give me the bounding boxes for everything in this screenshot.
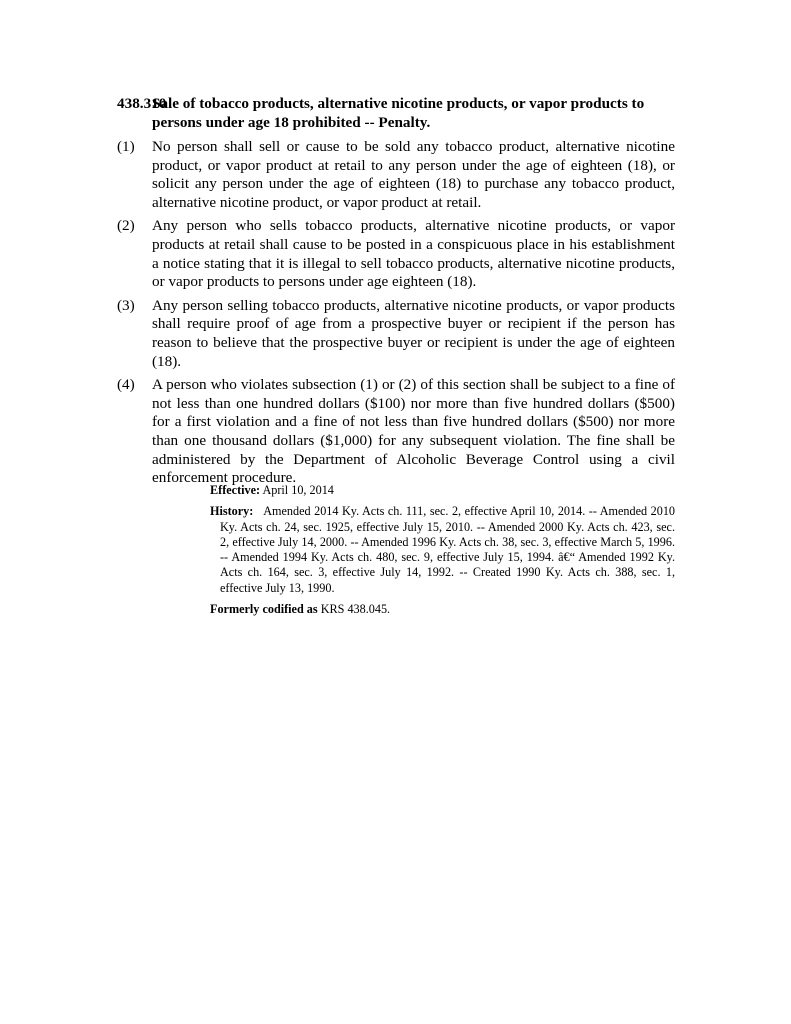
effective-date: April 10, 2014 — [262, 483, 334, 497]
section-text: Any person who sells tobacco products, alternative nicotine products, or vapor products at retail shall cause to be posted in a conspicuous place in his establishment a notice stating that it is illegal to sell tobacco products, alternative nicotine products, or vapor products to persons under age eighteen (18). — [152, 217, 675, 291]
statute-section-1 — [117, 138, 675, 212]
statute-number: 438.310 — [117, 95, 167, 112]
history-note — [210, 504, 675, 596]
effective-note — [210, 483, 675, 498]
statute-title: Sale of tobacco products, alternative nicotine products, or vapor products to persons under age 18 prohibited -- Penalty. — [152, 95, 645, 131]
statute-sections — [117, 138, 675, 493]
formerly-codified-label: Formerly codified as — [210, 602, 318, 617]
section-text: No person shall sell or cause to be sold any tobacco product, alternative nicotine product, or vapor product at retail to any person under the age of eighteen (18), or solicit any person under the age of eighteen (18) to purchase any tobacco product, alternative nicotine product, or vapor product at retail. — [152, 138, 675, 211]
section-number: (3) — [117, 296, 135, 314]
statute-section-3 — [117, 297, 675, 371]
statute-notes — [210, 483, 675, 623]
statute-heading — [117, 94, 682, 132]
history-label: History: — [210, 504, 254, 519]
formerly-codified-note — [210, 602, 675, 617]
statute-section-2 — [117, 217, 675, 291]
statute-section-4 — [117, 376, 675, 488]
section-number: (2) — [117, 217, 135, 235]
section-number: (4) — [117, 376, 135, 394]
effective-label: Effective: — [210, 483, 261, 497]
section-text: A person who violates subsection (1) or (2) of this section shall be subject to a fine of not less than one hundred dollars ($100) nor more than five hundred dollars ($500) for a first violation and a fine of not less than five hundred dollars ($500) nor more than one thousand dollars ($1,000) for any subsequent violation. The fine shall be administered by the Department of Alcoholic Beverage Control using a civil enforcement procedure. — [152, 376, 675, 487]
formerly-codified-value: KRS 438.045. — [320, 602, 391, 617]
section-number: (1) — [117, 138, 135, 155]
section-text: Any person selling tobacco products, alternative nicotine products, or vapor products shall require proof of age from a prospective buyer or recipient if the person has reason to believe that the prospective buyer or recipient is under the age of eighteen (18). — [152, 296, 675, 370]
history-text: Amended 2014 Ky. Acts ch. 111, sec. 2, effective April 10, 2014. -- Amended 2010 Ky. Acts ch. 24, sec. 1925, effective July 15, 2010. -- Amended 2000 Ky. Acts ch. 423, sec. 2, effective July 14, 2000. -- Amended 1996 Ky. Acts ch. 38, sec. 3, effective March 5, 1996. -- Amended 1994 Ky. Acts ch. 480, sec. 9, effective July 15, 1994. â€“ Amended 1992 Ky. Acts ch. 164, sec. 3, effective July 14, 1992. -- Created 1990 Ky. Acts ch. 388, sec. 1, effective July 13, 1990. — [220, 504, 676, 595]
